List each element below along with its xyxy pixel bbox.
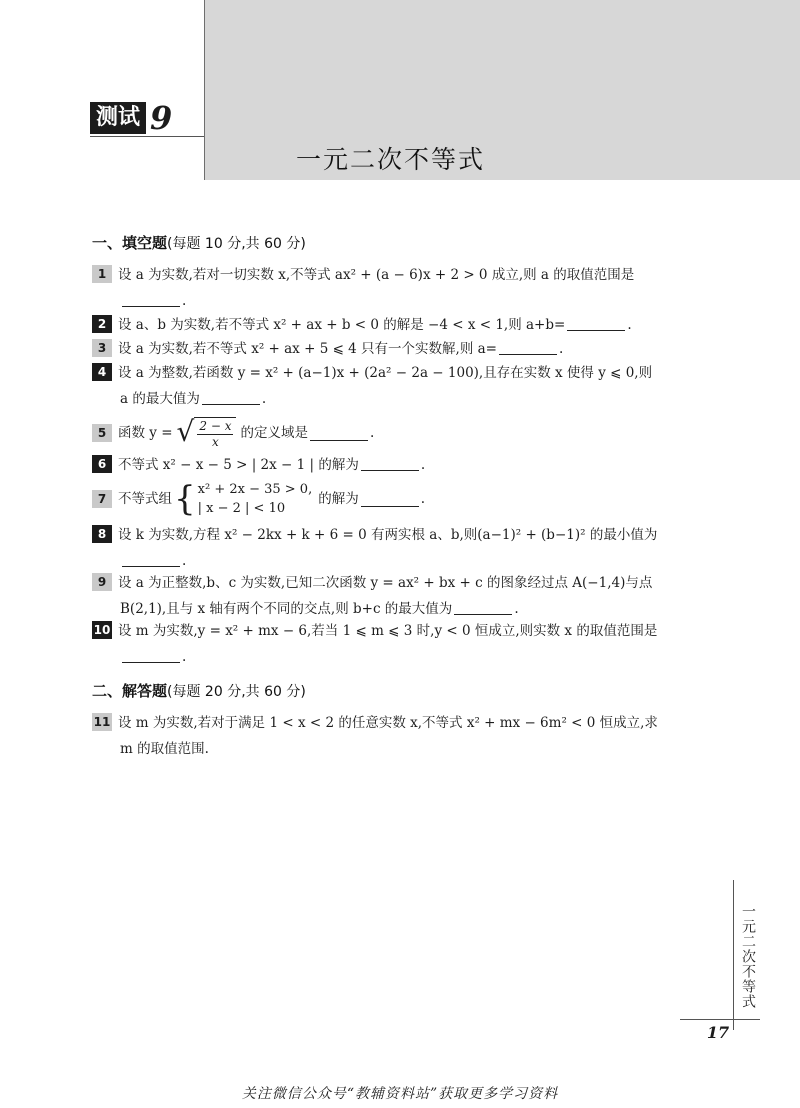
question-text: 不等式 x² − x − 5 > | 2x − 1 | 的解为 <box>118 457 359 473</box>
question-end: . <box>182 649 187 665</box>
header-rule <box>90 136 204 137</box>
page-number: 17 <box>706 1023 730 1042</box>
question-prefix: 函数 y = <box>118 425 173 441</box>
question-5 <box>92 416 722 450</box>
page-title: 一元二次不等式 <box>296 145 486 174</box>
question-text: 设 a 为实数,若对一切实数 x,不等式 ax² + (a − 6)x + 2 > 0 成立,则 a 的取值范围是 <box>118 267 635 283</box>
answer-blank[interactable] <box>499 340 557 355</box>
question-number: 9 <box>92 573 112 591</box>
answer-blank[interactable] <box>122 552 180 567</box>
question-8 <box>92 522 722 574</box>
question-text: 设 m 为实数,若对于满足 1 < x < 2 的任意实数 x,不等式 x² + mx − 6m² < 0 恒成立,求 <box>118 715 658 731</box>
question-text: 设 a 为正整数,b、c 为实数,已知二次函数 y = ax² + bx + c 的图象经过点 A(−1,4)与点 <box>118 575 653 591</box>
question-end: . <box>182 553 187 569</box>
answer-blank[interactable] <box>567 316 625 331</box>
section-heading-note: (每题 20 分,共 60 分) <box>167 684 306 700</box>
question-3 <box>92 336 722 362</box>
question-10 <box>92 618 722 670</box>
question-number: 7 <box>92 490 112 508</box>
test-label <box>90 101 172 135</box>
question-end: . <box>369 425 375 441</box>
inequality-system <box>198 480 313 518</box>
question-text: 设 m 为实数,y = x² + mx − 6,若当 1 ⩽ m ⩽ 3 时,y < 0 恒成立,则实数 x 的取值范围是 <box>118 623 658 639</box>
page-number-rule <box>680 1019 760 1020</box>
question-end: . <box>420 457 426 473</box>
sqrt-icon: √ <box>176 415 195 448</box>
question-11 <box>92 710 722 762</box>
question-end: . <box>261 391 267 407</box>
question-end: . <box>182 293 187 309</box>
question-text: 的解为 <box>318 491 359 507</box>
question-end: . <box>627 317 632 333</box>
question-number: 6 <box>92 455 112 473</box>
answer-blank[interactable] <box>122 648 180 663</box>
question-number: 10 <box>93 623 111 637</box>
answer-blank[interactable] <box>122 292 180 307</box>
fraction-denominator: x <box>212 435 219 449</box>
test-label-box: 测试 <box>90 102 146 134</box>
question-end: . <box>559 341 564 357</box>
question-continuation <box>92 386 722 412</box>
question-text: 设 a、b 为实数,若不等式 x² + ax + b < 0 的解是 −4 < x < 1,则 a+b= <box>118 317 566 333</box>
section-heading-fill-in <box>92 232 306 253</box>
footer-note: 关注微信公众号“教辅资料站”获取更多学习资料 <box>241 1086 559 1102</box>
question-continuation <box>92 288 722 314</box>
fraction-numerator: 2 − x <box>199 419 232 433</box>
question-9 <box>92 570 722 622</box>
question-continuation-text: B(2,1),且与 x 轴有两个不同的交点,则 b+c 的最大值为 <box>120 601 453 617</box>
answer-blank[interactable] <box>454 600 512 615</box>
question-prefix: 不等式组 <box>118 491 172 507</box>
question-continuation-text: a 的最大值为 <box>120 391 200 407</box>
question-continuation <box>92 736 722 762</box>
question-number: 1 <box>92 265 112 283</box>
question-number: 8 <box>92 525 112 543</box>
question-2 <box>92 312 722 338</box>
question-continuation-text: m 的取值范围. <box>120 741 209 757</box>
question-number: 11 <box>93 715 111 729</box>
answer-blank[interactable] <box>361 456 419 471</box>
question-number: 2 <box>92 315 112 333</box>
question-number: 3 <box>92 339 112 357</box>
sqrt-fraction <box>194 417 236 449</box>
system-line-2: | x − 2 | < 10 <box>197 501 286 516</box>
answer-blank[interactable] <box>361 492 419 507</box>
side-rule <box>733 880 734 1030</box>
brace-icon: { <box>174 479 196 519</box>
question-7 <box>92 478 722 520</box>
question-text: 设 a 为实数,若不等式 x² + ax + 5 ⩽ 4 只有一个实数解,则 a= <box>118 341 497 357</box>
question-number: 5 <box>92 424 112 442</box>
question-number: 4 <box>92 363 112 381</box>
test-number: 9 <box>150 99 173 137</box>
section-heading-label: 二、解答题 <box>92 682 168 700</box>
side-chapter-title: 一元二次不等式 <box>740 904 756 1009</box>
header-band <box>204 0 800 180</box>
question-end: . <box>420 491 425 507</box>
question-text: 的定义域是 <box>240 425 308 441</box>
section-heading-note: (每题 10 分,共 60 分) <box>167 236 306 252</box>
question-1 <box>92 262 722 314</box>
question-continuation <box>92 644 722 670</box>
answer-blank[interactable] <box>202 390 260 405</box>
question-4 <box>92 360 722 412</box>
question-end: . <box>514 601 519 617</box>
question-text: 设 k 为实数,方程 x² − 2kx + k + 6 = 0 有两实根 a、b,则(a−1)² + (b−1)² 的最小值为 <box>118 527 658 543</box>
system-line-1: x² + 2x − 35 > 0, <box>197 482 313 497</box>
answer-blank[interactable] <box>310 426 368 441</box>
section-heading-answer <box>92 680 306 701</box>
sqrt-radical <box>177 417 237 449</box>
section-heading-label: 一、填空题 <box>92 234 168 252</box>
question-6 <box>92 452 722 478</box>
question-text: 设 a 为整数,若函数 y = x² + (a−1)x + (2a² − 2a − 100),且存在实数 x 使得 y ⩽ 0,则 <box>118 365 653 381</box>
